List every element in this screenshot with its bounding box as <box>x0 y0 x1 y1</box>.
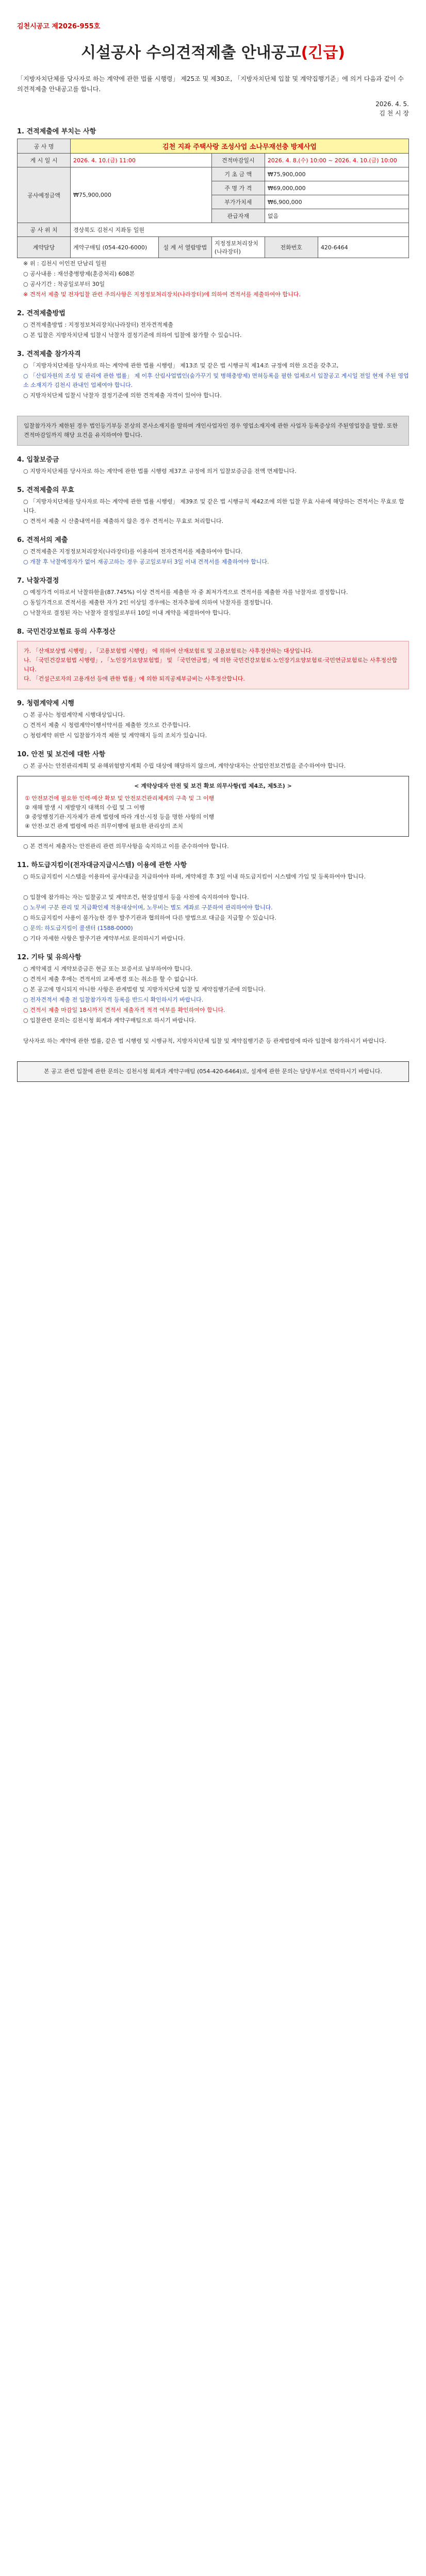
section-4-title: 4. 입찰보증금 <box>17 456 59 464</box>
s10-frame-line-1: ② 재해 발생 시 재발방지 대책의 수립 및 그 이행 <box>25 804 145 811</box>
s12-closing: 당사자로 하는 계약에 관한 법률, 같은 법 시행령 및 시행규칙, 지방자치단체 입찰 및 계약집행기준 등 관계법령에 따라 입찰에 참가하시기 바랍니다. <box>23 1038 386 1044</box>
s10-frame-line-2: ③ 중앙행정기관·지자체가 관계 법령에 따라 개선·시정 등을 명한 사항의 이행 <box>25 814 215 820</box>
period-value: 2026. 4. 10.(금) 11:00 <box>71 154 212 167</box>
amount-label: 공사예정금액 <box>18 167 71 223</box>
period-label: 게 시 일 시 <box>18 154 71 167</box>
amount-value: ₩75,900,000 <box>71 167 212 223</box>
section-10-title: 10. 안전 및 보건에 대한 사항 <box>17 751 106 758</box>
notice-issuer: 김 천 시 장 <box>379 110 409 117</box>
section-1-title: 1. 견적제출에 부치는 사항 <box>17 128 96 135</box>
page-title <box>17 40 409 62</box>
s10-obligation-box <box>17 776 409 837</box>
main-label: 주 명 가 격 <box>211 181 265 195</box>
notice-number: 김천시공고 제2026-955호 <box>17 23 101 30</box>
s11-note-3: ○ 문의: 하도급지킴이 콜센터 (1588-0000) <box>23 925 133 931</box>
manager-label: 설 계 서 열람방법 <box>158 237 211 258</box>
s12-line-1: ○ 견적서 제출 후에는 견적서의 교체·변경 또는 취소를 할 수 없습니다. <box>23 976 198 982</box>
s1-note-3: ※ 견적서 제출 및 전자입찰 관련 주의사항은 지정정보처리장치(나라장터)에 의하여 견적서를 제출하여야 합니다. <box>23 291 301 298</box>
s12-line-5: ○ 입찰관련 문의는 김천시청 회계과 계약구매팀으로 하시기 바랍니다. <box>23 1017 196 1024</box>
s4-line-0: ○ 지방자치단체를 당사자로 하는 계약에 관한 법률 시행령 제37조 규정에 의거 입찰보증금을 전액 면제합니다. <box>23 468 297 474</box>
s7-line-0: ○ 예정가격 이하로서 낙찰하한율(87.745%) 이상 견적서를 제출한 자 중 최저가격으로 견적서를 제출한 자를 낙찰자로 결정합니다. <box>23 589 348 596</box>
s11-note-1: ○ 노무비 구분 관리 및 지급확인제 적용대상이며, 노무비는 별도 계좌로 구분하여 관리하여야 합니다. <box>23 904 273 911</box>
s11-line-0: ○ 하도급지킴이 시스템을 이용하여 공사대금을 지급하여야 하며, 계약체결 후 3일 이내 하도급지킴이 시스템에 가입 및 등록하여야 합니다. <box>23 873 366 880</box>
official-value: 없음 <box>265 209 408 223</box>
official-label: 관급자재 <box>211 209 265 223</box>
s11-note-0: ○ 입찰에 참가하는 자는 입찰공고 및 계약조건, 현장설명서 등을 사전에 숙지하여야 합니다. <box>23 894 249 901</box>
deadline-label: 견적마감일시 <box>211 154 265 167</box>
s11-note-4: ○ 기타 자세한 사항은 발주기관 계약부서로 문의하시기 바랍니다. <box>23 935 185 942</box>
s3-gray-note: 입찰참가자가 제한된 경우 법인등기부등 본상의 본사소재지를 말하며 개인사업자인 경우 영업소재지에 관한 사업자 등록증상의 주된영업장을 말함. 또한 견적마감일까지 해당 요건을 유지하여야 합니다. <box>17 416 409 446</box>
s8-pink-line-0: 가. 「산재보상법 시행령」, 「고용보험법 시행령」 에 의하여 산재보험료 및 고용보험료는 사후정산하는 대상입니다. <box>24 648 313 654</box>
dept-label: 계약담당 <box>18 237 71 258</box>
base-value: ₩75,900,000 <box>265 167 408 181</box>
site-label: 공 사 위 치 <box>18 223 71 237</box>
notice-document <box>17 0 409 1082</box>
project-info-table <box>17 139 409 258</box>
s7-line-2: ○ 낙찰자로 결정된 자는 낙찰자 결정일로부터 10일 이내 계약을 체결하여야 합니다. <box>23 609 231 616</box>
s10-frame-title: < 계약상대자 안전 및 보건 확보 의무사항(법 제4조, 제5조) > <box>134 783 292 789</box>
s10-line-0: ○ 본 공사는 안전관리계획 및 유해위험방지계획 수립 대상에 해당하지 않으며, 계약상대자는 산업안전보건법을 준수하여야 합니다. <box>23 762 346 769</box>
deadline-value: 2026. 4. 8.(수) 10:00 ~ 2026. 4. 10.(금) 10:00 <box>265 154 408 167</box>
section-9-title: 9. 청렴계약제 시행 <box>17 700 74 707</box>
s9-line-0: ○ 본 공사는 청렴계약제 시행대상입니다. <box>23 711 125 718</box>
section-7-title: 7. 낙찰자결정 <box>17 577 59 585</box>
s8-pink-line-2: 다. 「건설근로자의 고용개선 등에 관한 법률」에 의한 퇴직공제부금비는 사후정산합니다. <box>24 675 245 682</box>
s12-line-4: ○ 견적서 제출 마감일 18시까지 견적서 제출자격 적격 여부를 확인하여야 합니다. <box>23 1007 225 1013</box>
intro-text: 「지방자치단체를 당사자로 하는 계약에 관한 법률 시행령」 제25조 및 제30조, 「지방자치단체 입찰 및 계약집행기준」에 의거 다음과 같이 수의견적제출 안내공고를 합니다. <box>17 75 404 93</box>
section-2-title: 2. 견적제출방법 <box>17 310 65 317</box>
s12-line-2: ○ 본 공고에 명시되지 아니한 사항은 관계법령 및 지방자치단체 입찰 및 계약집행기준에 의합니다. <box>23 986 266 993</box>
s3-line-1: ○ 「산림자원의 조성 및 관리에 관한 법률」 제 이후 산림사업법인(숲가꾸기 및 병해충방제) 면허등록을 필한 업체로서 입찰공고 게시일 전일 현재 주된 영업소 소재지가 김천시 관내인 업체여야 합니다. <box>23 372 409 388</box>
s7-line-1: ○ 동일가격으로 견적서를 제출한 자가 2인 이상일 경우에는 전자추첨에 의하여 낙찰자를 결정합니다. <box>23 599 273 606</box>
s10-after-0: ○ 본 견적서 제출자는 안전관리 관련 의무사항을 숙지하고 이를 준수하여야 합니다. <box>23 843 229 850</box>
base-label: 기 초 금 액 <box>211 167 265 181</box>
dept-value: 계약구매팀 (054-420-6000) <box>71 237 159 258</box>
title-urgent: (긴급) <box>301 44 345 62</box>
section-11-title: 11. 하도급지킴이(전자대금지급시스템) 이용에 관한 사항 <box>17 861 187 869</box>
s9-line-1: ○ 견적서 제출 시 청렴계약이행서약서를 제출한 것으로 간주합니다. <box>23 722 191 728</box>
site-value: 경상북도 김천시 지좌동 일원 <box>71 223 409 237</box>
s6-line-0: ○ 견적제출은 지정정보처리장치(나라장터)를 이용하여 전자견적서를 제출하여야 합니다. <box>23 548 243 555</box>
s2-line-1: ○ 본 입찰은 지방자치단체 입찰시 낙찰자 결정기준에 의하여 입찰에 참가할 수 있습니다. <box>23 332 242 338</box>
s1-note-2: ○ 공사기간 : 착공일로부터 30일 <box>23 281 105 287</box>
notice-date: 2026. 4. 5. <box>375 100 409 108</box>
s12-line-3: ○ 전자견적서 제출 전 입찰참가자격 등록을 반드시 확인하시기 바랍니다. <box>23 996 204 1003</box>
s8-pink-box <box>17 641 409 689</box>
s5-line-0: ○ 「지방자치단체를 당사자로 하는 계약에 관한 법률 시행령」 제39조 및 같은 법 시행규칙 제42조에 의한 입찰 무효 사유에 해당하는 견적서는 무효로 합니다. <box>23 498 404 514</box>
project-name: 김천 지좌 주택사랑 조성사업 소나무재선충 방제사업 <box>71 139 409 154</box>
main-value: ₩69,000,000 <box>265 181 408 195</box>
s3-line-0: ○ 「지방자치단체를 당사자로 하는 계약에 관한 법률 시행령」 제13조 및 같은 법 시행규칙 제14조 규정에 의한 요건을 갖추고, <box>23 362 339 369</box>
section-8-title: 8. 국민건강보험료 등의 사후정산 <box>17 628 116 636</box>
s6-line-1: ○ 개찰 후 낙찰예정자가 없어 재공고하는 경우 공고일로부터 3일 이내 견적서를 제출하여야 합니다. <box>23 558 269 565</box>
s3-line-2: ○ 지방자치단체 입찰시 낙찰자 결정기준에 의한 견적제출 자격이 있어야 합니다. <box>23 392 222 399</box>
manager-value: 지정정보처리장치 (나라장터) <box>211 237 265 258</box>
s9-line-2: ○ 청렴계약 위반 시 입찰참가자격 제한 및 계약해지 등의 조치가 있습니다. <box>23 732 207 739</box>
s8-pink-line-1: 나. 「국민건강보험법 시행령」, 「노인장기요양보험법」 및 「국민연금법」에 의한 국민건강보험료·노인장기요양보험료·국민연금보험료는 사후정산합니다. <box>24 657 398 673</box>
s2-line-0: ○ 견적제출방법 : 지정정보처리장치(나라장터) 전자견적제출 <box>23 321 173 328</box>
s1-note-0: ※ 위 : 김천시 이인전 단남리 일원 <box>23 260 107 267</box>
vat-label: 부가가치세 <box>211 195 265 209</box>
phone-label: 전화번호 <box>265 237 318 258</box>
title-text: 시설공사 수의견적제출 안내공고 <box>81 44 301 62</box>
s12-line-0: ○ 계약체결 시 계약보증금은 현금 또는 보증서로 납부하여야 합니다. <box>23 965 192 972</box>
section-12-title: 12. 기타 및 유의사항 <box>17 954 81 961</box>
section-5-title: 5. 견적제출의 무효 <box>17 486 74 494</box>
phone-value: 420-6464 <box>318 237 408 258</box>
section-3-title: 3. 견적제출 참가자격 <box>17 350 81 358</box>
footer-contact-box: 본 공고 관련 입찰에 관한 문의는 김천시청 회계과 계약구매팀 (054-420-6464)로, 설계에 관한 문의는 담당부서로 연락하시기 바랍니다. <box>17 1061 409 1082</box>
s10-frame-line-3: ④ 안전·보건 관계 법령에 따른 의무이행에 필요한 관리상의 조치 <box>25 823 183 829</box>
section-6-title: 6. 견적서의 제출 <box>17 536 68 544</box>
s10-frame-line-0: ① 안전보건에 필요한 인력·예산 확보 및 안전보건관리체계의 구축 및 그 이행 <box>25 795 215 802</box>
s1-note-1: ○ 공사내용 : 재선충병방제(훈증처리) 608본 <box>23 270 135 277</box>
s11-note-2: ○ 하도급지킴이 사용이 불가능한 경우 발주기관과 협의하여 다른 방법으로 대금을 지급할 수 있습니다. <box>23 914 276 921</box>
project-label: 공 사 명 <box>18 139 71 154</box>
s5-line-1: ○ 견적서 제출 시 산출내역서를 제출하지 않은 경우 견적서는 무효로 처리합니다. <box>23 518 224 524</box>
vat-value: ₩6,900,000 <box>265 195 408 209</box>
